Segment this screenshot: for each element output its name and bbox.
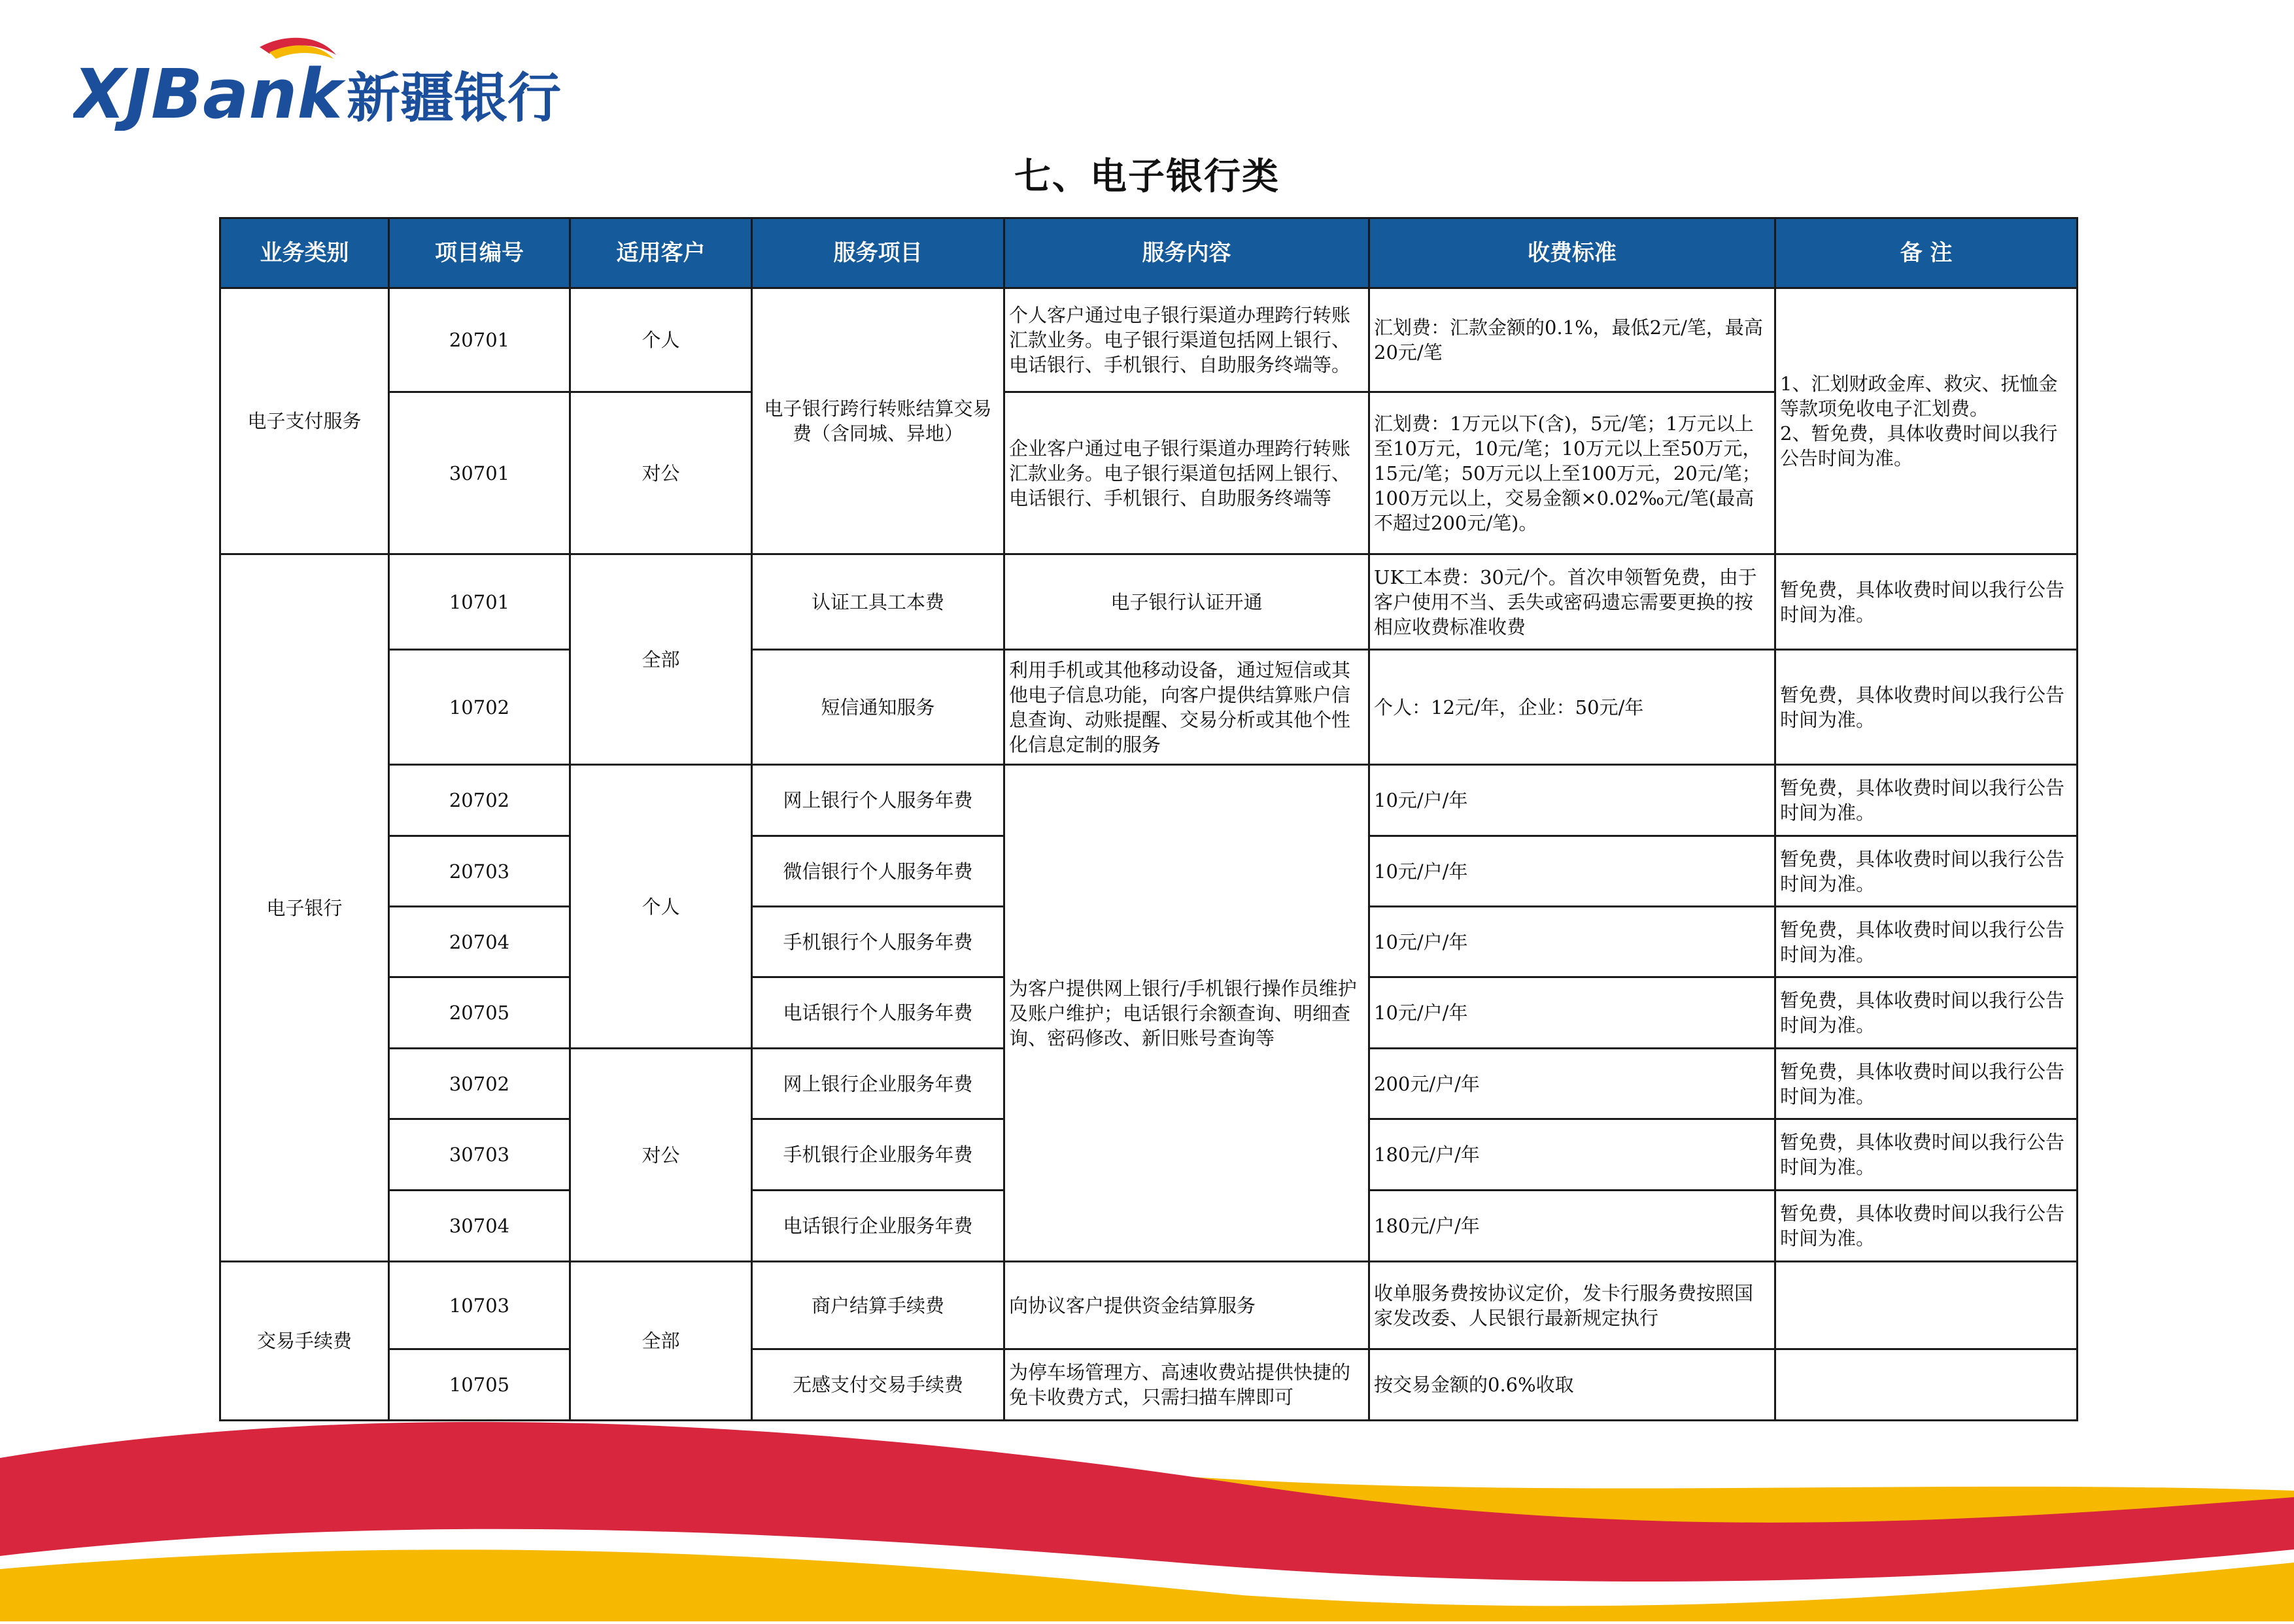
table-row bbox=[220, 650, 2078, 765]
fee-cell: 汇划费：1万元以下(含)，5元/笔；1万元以上至10万元，10元/笔；10万元以上至50万元，15元/笔；50万元以上至100万元，20元/笔；100万元以上，交易金额×0.02‰元/笔(最高不超过200元/笔)。 bbox=[1369, 392, 1775, 554]
fee-cell: 汇划费：汇款金额的0.1%，最低2元/笔，最高20元/笔 bbox=[1369, 288, 1775, 392]
fee-cell: 10元/户/年 bbox=[1369, 977, 1775, 1049]
code-cell: 20704 bbox=[389, 907, 570, 977]
category-cell: 电子银行 bbox=[220, 554, 389, 1262]
remark-cell: 暂免费，具体收费时间以我行公告时间为准。 bbox=[1775, 907, 2078, 977]
code-cell: 10705 bbox=[389, 1349, 570, 1421]
remark-cell: 暂免费，具体收费时间以我行公告时间为准。 bbox=[1775, 1119, 2078, 1191]
customer-cell: 对公 bbox=[570, 392, 752, 554]
content-cell: 为停车场管理方、高速收费站提供快捷的免卡收费方式，只需扫描车牌即可 bbox=[1004, 1349, 1369, 1421]
remark-cell: 暂免费，具体收费时间以我行公告时间为准。 bbox=[1775, 836, 2078, 907]
table-row bbox=[220, 765, 2078, 836]
customer-cell: 个人 bbox=[570, 288, 752, 392]
category-cell: 交易手续费 bbox=[220, 1262, 389, 1421]
service-cell: 网上银行个人服务年费 bbox=[752, 765, 1004, 836]
service-cell: 微信银行个人服务年费 bbox=[752, 836, 1004, 907]
service-cell: 无感支付交易手续费 bbox=[752, 1349, 1004, 1421]
header-fee: 收费标准 bbox=[1369, 218, 1775, 288]
fee-cell: 10元/户/年 bbox=[1369, 907, 1775, 977]
customer-cell: 全部 bbox=[570, 554, 752, 765]
logo-text-cn: 新疆银行 bbox=[347, 67, 562, 129]
bank-logo bbox=[73, 33, 583, 131]
content-cell: 向协议客户提供资金结算服务 bbox=[1004, 1262, 1369, 1349]
fee-cell: 个人：12元/年，企业：50元/年 bbox=[1369, 650, 1775, 765]
service-cell: 电子银行跨行转账结算交易费（含同城、异地） bbox=[752, 288, 1004, 554]
table-header-row bbox=[220, 218, 2078, 288]
code-cell: 30702 bbox=[389, 1049, 570, 1119]
decorative-wave bbox=[0, 1399, 2294, 1621]
remark-cell: 暂免费，具体收费时间以我行公告时间为准。 bbox=[1775, 977, 2078, 1049]
fee-cell: UK工本费：30元/个。首次申领暂免费，由于客户使用不当、丢失或密码遗忘需要更换的按相应收费标准收费 bbox=[1369, 554, 1775, 650]
table-row bbox=[220, 1262, 2078, 1349]
content-cell: 企业客户通过电子银行渠道办理跨行转账汇款业务。电子银行渠道包括网上银行、电话银行、手机银行、自助服务终端等 bbox=[1004, 392, 1369, 554]
fee-cell: 10元/户/年 bbox=[1369, 765, 1775, 836]
code-cell: 20702 bbox=[389, 765, 570, 836]
category-cell: 电子支付服务 bbox=[220, 288, 389, 554]
remark-cell: 暂免费，具体收费时间以我行公告时间为准。 bbox=[1775, 650, 2078, 765]
content-cell: 个人客户通过电子银行渠道办理跨行转账汇款业务。电子银行渠道包括网上银行、电话银行、手机银行、自助服务终端等。 bbox=[1004, 288, 1369, 392]
table-row bbox=[220, 288, 2078, 392]
fee-cell: 180元/户/年 bbox=[1369, 1119, 1775, 1191]
header-content: 服务内容 bbox=[1004, 218, 1369, 288]
customer-cell: 个人 bbox=[570, 765, 752, 1049]
service-cell: 商户结算手续费 bbox=[752, 1262, 1004, 1349]
remark-cell bbox=[1775, 1262, 2078, 1349]
service-cell: 电话银行企业服务年费 bbox=[752, 1191, 1004, 1262]
table-row bbox=[220, 554, 2078, 650]
fee-cell: 按交易金额的0.6%收取 bbox=[1369, 1349, 1775, 1421]
fee-cell: 收单服务费按协议定价，发卡行服务费按照国家发改委、人民银行最新规定执行 bbox=[1369, 1262, 1775, 1349]
remark-cell: 暂免费，具体收费时间以我行公告时间为准。 bbox=[1775, 1049, 2078, 1119]
code-cell: 10702 bbox=[389, 650, 570, 765]
code-cell: 20703 bbox=[389, 836, 570, 907]
code-cell: 30704 bbox=[389, 1191, 570, 1262]
content-cell: 利用手机或其他移动设备，通过短信或其他电子信息功能，向客户提供结算账户信息查询、动账提醒、交易分析或其他个性化信息定制的服务 bbox=[1004, 650, 1369, 765]
customer-cell: 对公 bbox=[570, 1049, 752, 1262]
fee-cell: 200元/户/年 bbox=[1369, 1049, 1775, 1119]
remark-cell: 暂免费，具体收费时间以我行公告时间为准。 bbox=[1775, 554, 2078, 650]
service-cell: 手机银行企业服务年费 bbox=[752, 1119, 1004, 1191]
service-cell: 电话银行个人服务年费 bbox=[752, 977, 1004, 1049]
header-category: 业务类别 bbox=[220, 218, 389, 288]
header-service: 服务项目 bbox=[752, 218, 1004, 288]
fee-table bbox=[219, 217, 2078, 1421]
service-cell: 认证工具工本费 bbox=[752, 554, 1004, 650]
remark-cell: 暂免费，具体收费时间以我行公告时间为准。 bbox=[1775, 765, 2078, 836]
service-cell: 手机银行个人服务年费 bbox=[752, 907, 1004, 977]
service-cell: 短信通知服务 bbox=[752, 650, 1004, 765]
code-cell: 20701 bbox=[389, 288, 570, 392]
header-remark: 备 注 bbox=[1775, 218, 2078, 288]
header-customer: 适用客户 bbox=[570, 218, 752, 288]
code-cell: 10703 bbox=[389, 1262, 570, 1349]
remark-cell: 暂免费，具体收费时间以我行公告时间为准。 bbox=[1775, 1191, 2078, 1262]
content-cell: 为客户提供网上银行/手机银行操作员维护及账户维护；电话银行余额查询、明细查询、密码修改、新旧账号查询等 bbox=[1004, 765, 1369, 1262]
page-title: 七、电子银行类 bbox=[1014, 156, 1280, 198]
fee-cell: 10元/户/年 bbox=[1369, 836, 1775, 907]
header-code: 项目编号 bbox=[389, 218, 570, 288]
service-cell: 网上银行企业服务年费 bbox=[752, 1049, 1004, 1119]
code-cell: 30703 bbox=[389, 1119, 570, 1191]
content-cell: 电子银行认证开通 bbox=[1004, 554, 1369, 650]
logo-text-en: XJBank bbox=[73, 54, 343, 131]
code-cell: 20705 bbox=[389, 977, 570, 1049]
fee-cell: 180元/户/年 bbox=[1369, 1191, 1775, 1262]
customer-cell: 全部 bbox=[570, 1262, 752, 1421]
remark-cell: 1、汇划财政金库、救灾、抚恤金等款项免收电子汇划费。 2、暂免费，具体收费时间以我行公告时间为准。 bbox=[1775, 288, 2078, 554]
code-cell: 30701 bbox=[389, 392, 570, 554]
code-cell: 10701 bbox=[389, 554, 570, 650]
